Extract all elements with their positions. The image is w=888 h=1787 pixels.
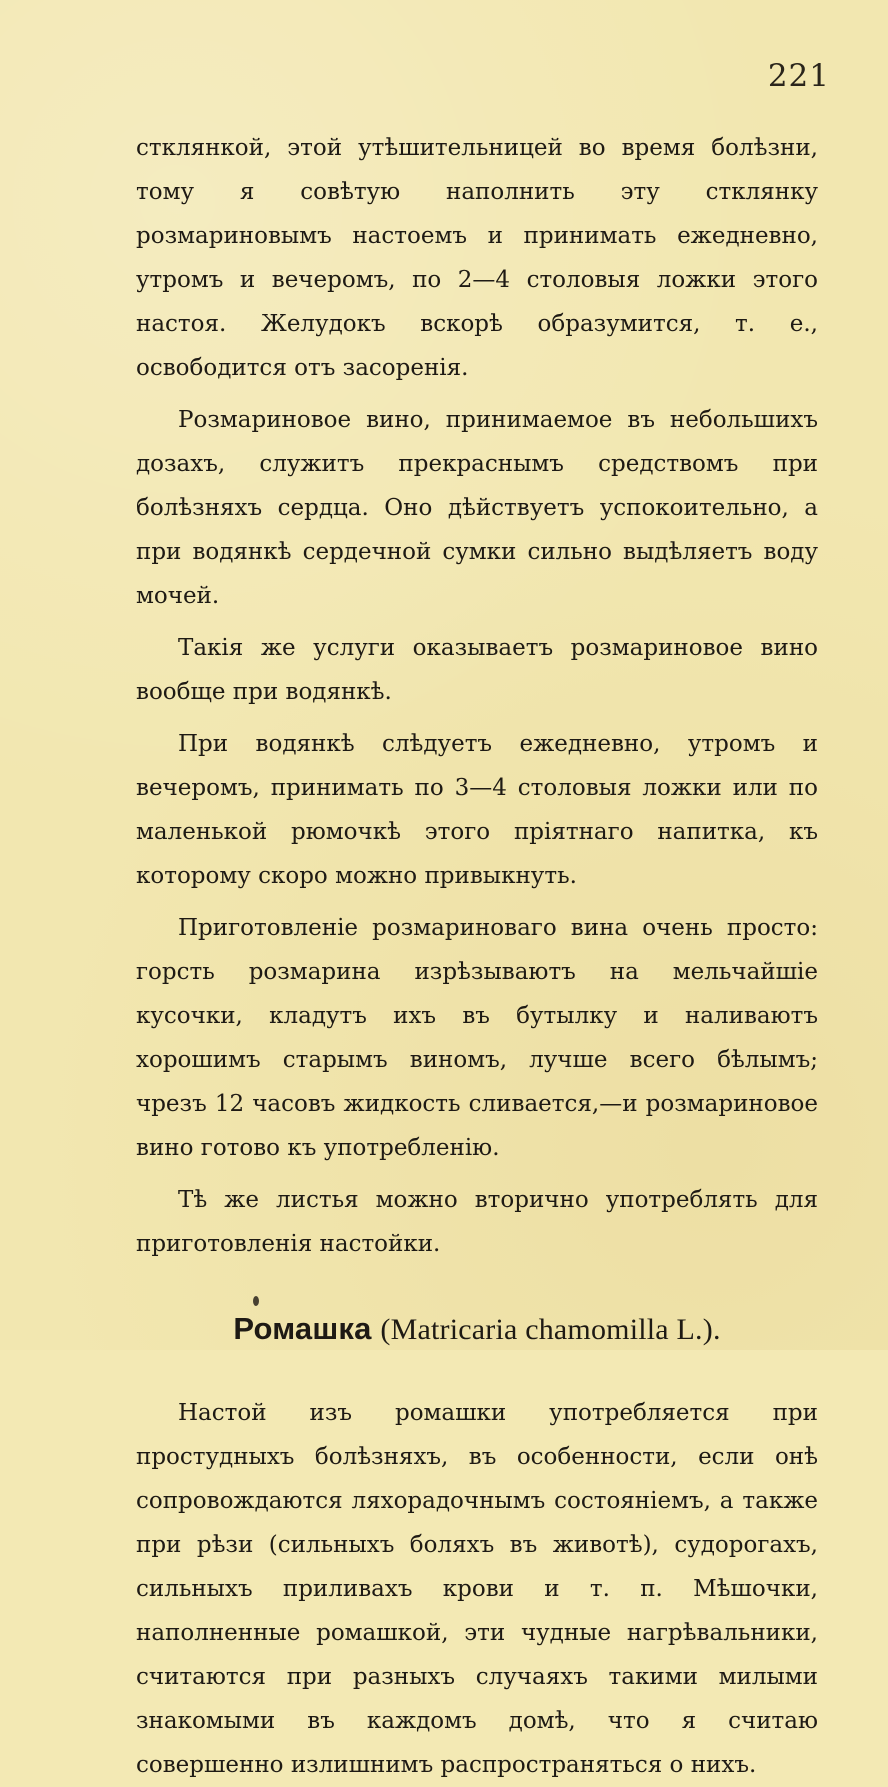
paragraph: Настой изъ ромашки употребляется при простудныхъ болѣзняхъ, въ особенности, если онѣ сопровождаются ляхорадочнымъ состояніемъ, а также при рѣзи (сильныхъ боляхъ въ животѣ), судорогахъ, сильныхъ приливахъ крови и т. п. Мѣшочки, наполненные ромашкой, эти чудные нагрѣвальники, считаются при разныхъ случаяхъ такими милыми знакомыми въ каждомъ домѣ, что я считаю совершенно излишнимъ распространяться о нихъ. xyxy=(136,1400,818,1778)
paragraph: Розмариновое вино, принимаемое въ небольшихъ дозахъ, служитъ прекраснымъ средствомъ при болѣзняхъ сердца. Оно дѣйствуетъ успокоительно, а при водянкѣ сердечной сумки сильно выдѣляетъ воду мочей. xyxy=(136,407,818,609)
paragraph: стклянкой, этой утѣшительницей во время болѣзни, тому я совѣтую наполнить эту стклянку розмариновымъ настоемъ и принимать ежедневно, утромъ и вечеромъ, по 2—4 столовыя ложки этого настоя. Желудокъ вскорѣ образумится, т. е., освободится отъ засоренія. xyxy=(136,135,818,381)
paragraph: Приготовленіе розмариноваго вина очень просто: горсть розмарина изрѣзываютъ на мельчайшіе кусочки, кладутъ ихъ въ бутылку и наливаютъ хорошимъ старымъ виномъ, лучше всего бѣлымъ; чрезъ 12 часовъ жидкость сливается,—и розмариновое вино готово къ употребленію. xyxy=(136,915,818,1161)
ink-mark xyxy=(253,1296,259,1306)
paragraph: Такія же услуги оказываетъ розмариновое вино вообще при водянкѣ. xyxy=(136,635,818,705)
paragraph: Тѣ же листья можно вторично употреблять для приготовленія настойки. xyxy=(136,1187,818,1257)
paragraph: При водянкѣ слѣдуетъ ежедневно, утромъ и вечеромъ, принимать по 3—4 столовыя ложки или по маленькой рюмочкѣ этого пріятнаго напитка, къ которому скоро можно привыкнуть. xyxy=(136,731,818,889)
section-heading-russian: Ромашка xyxy=(233,1311,372,1346)
section-heading-latin: (Matricaria chamomilla L.). xyxy=(380,1313,721,1346)
section-heading xyxy=(136,1309,818,1350)
page-number: 221 xyxy=(767,58,830,94)
document-content xyxy=(136,126,818,1787)
